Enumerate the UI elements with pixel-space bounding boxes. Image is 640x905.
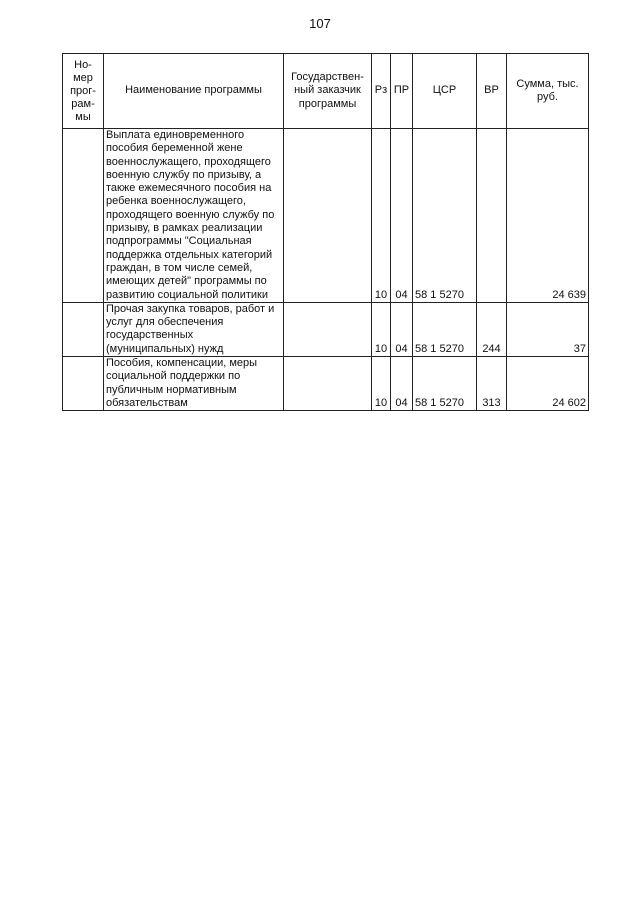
header-csr: ЦСР xyxy=(413,54,477,129)
budget-table xyxy=(62,53,589,411)
cell-sum: 37 xyxy=(507,302,589,356)
cell-rz: 10 xyxy=(372,129,391,303)
cell-csr: 58 1 5270 xyxy=(413,302,477,356)
cell-num xyxy=(63,302,104,356)
table-row xyxy=(63,302,589,356)
cell-rz: 10 xyxy=(372,357,391,411)
cell-program-name: Выплата единовременного пособия беременной жене военнослужащего, проходящего военную службу по призыву, а также ежемесячного пособия на ребенка военнослужащего, проходящего военную службу по призыву, в рамках реализации подпрограммы "Социальная поддержка отдельных категорий граждан, в том числе семей, имеющих детей" программы по развитию социальной политики xyxy=(104,129,284,303)
cell-pr: 04 xyxy=(391,357,413,411)
table-row xyxy=(63,129,589,303)
cell-pr: 04 xyxy=(391,302,413,356)
header-sum: Сумма, тыс. руб. xyxy=(507,54,589,129)
page-number: 107 xyxy=(309,16,331,31)
header-rz: Рз xyxy=(372,54,391,129)
cell-customer xyxy=(284,302,372,356)
header-pr: ПР xyxy=(391,54,413,129)
cell-pr: 04 xyxy=(391,129,413,303)
cell-num xyxy=(63,129,104,303)
cell-program-name: Прочая закупка товаров, работ и услуг для обеспечения государственных (муниципальных) нужд xyxy=(104,302,284,356)
table-row xyxy=(63,357,589,411)
cell-rz: 10 xyxy=(372,302,391,356)
header-customer: Государствен-ный заказчик программы xyxy=(284,54,372,129)
cell-customer xyxy=(284,129,372,303)
cell-program-name: Пособия, компенсации, меры социальной поддержки по публичным нормативным обязательствам xyxy=(104,357,284,411)
table-header-row xyxy=(63,54,589,129)
cell-vr: 313 xyxy=(477,357,507,411)
header-vr: ВР xyxy=(477,54,507,129)
cell-customer xyxy=(284,357,372,411)
cell-sum: 24 639 xyxy=(507,129,589,303)
cell-sum: 24 602 xyxy=(507,357,589,411)
cell-vr: 244 xyxy=(477,302,507,356)
header-program-number: Но-мер прог-рам-мы xyxy=(63,54,104,129)
cell-vr xyxy=(477,129,507,303)
cell-csr: 58 1 5270 xyxy=(413,129,477,303)
header-program-name: Наименование программы xyxy=(104,54,284,129)
cell-num xyxy=(63,357,104,411)
cell-csr: 58 1 5270 xyxy=(413,357,477,411)
